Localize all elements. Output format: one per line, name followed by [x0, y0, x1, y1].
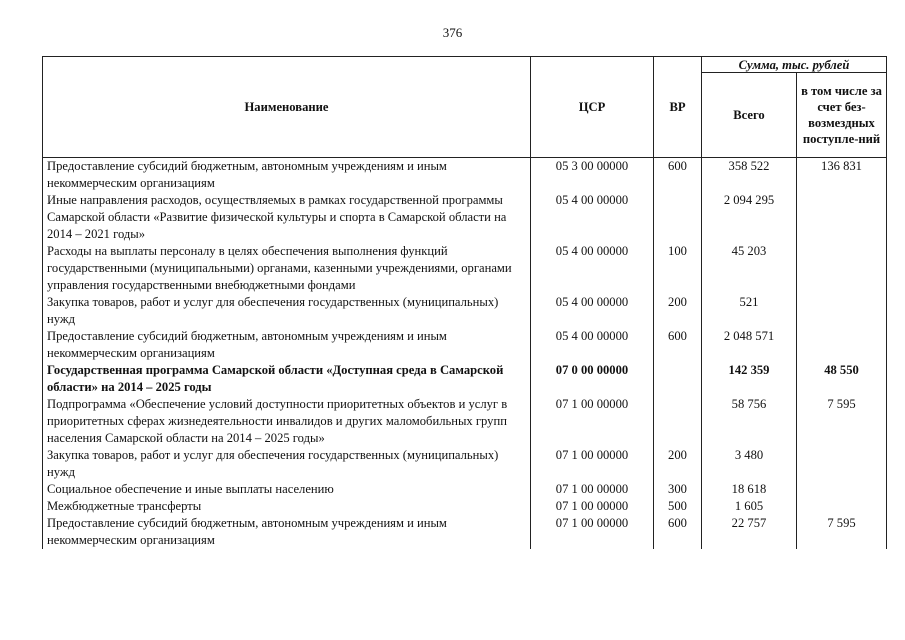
table-row: [43, 192, 887, 243]
cell-vr: [654, 362, 702, 396]
cell-total: 2 048 571: [702, 328, 797, 362]
cell-total: 18 618: [702, 481, 797, 498]
cell-total: 22 757: [702, 515, 797, 549]
table-body: [43, 158, 887, 550]
cell-free: [797, 243, 887, 294]
cell-name: Подпрограмма «Обеспечение условий доступности приоритетных объектов и услуг в приоритетных сферах жизнедеятельности инвалидов и других маломобильных групп населения Самарской области на 2014 – 2025 годы»: [43, 396, 531, 447]
cell-name: Предоставление субсидий бюджетным, автономным учреждениям и иным некоммерческим организациям: [43, 515, 531, 549]
table-row: [43, 515, 887, 549]
cell-name: Иные направления расходов, осуществляемых в рамках государственной программы Самарской области «Развитие физической культуры и спорта в Самарской области на 2014 – 2021 годы»: [43, 192, 531, 243]
table-row: [43, 243, 887, 294]
cell-csr: 07 1 00 00000: [531, 481, 654, 498]
cell-csr: 05 4 00 00000: [531, 294, 654, 328]
cell-free: [797, 447, 887, 481]
cell-name: Государственная программа Самарской области «Доступная среда в Самарской области» на 2014 – 2025 годы: [43, 362, 531, 396]
cell-csr: 07 1 00 00000: [531, 515, 654, 549]
cell-name: Закупка товаров, работ и услуг для обеспечения государственных (муниципальных) нужд: [43, 447, 531, 481]
cell-name: Закупка товаров, работ и услуг для обеспечения государственных (муниципальных) нужд: [43, 294, 531, 328]
cell-free: 136 831: [797, 158, 887, 193]
cell-name: Предоставление субсидий бюджетным, автономным учреждениям и иным некоммерческим организациям: [43, 158, 531, 193]
table-row: [43, 498, 887, 515]
cell-csr: 07 1 00 00000: [531, 498, 654, 515]
cell-csr: 05 4 00 00000: [531, 192, 654, 243]
cell-name: Расходы на выплаты персоналу в целях обеспечения выполнения функций государственными (муниципальными) органами, казенными учреждениями, органами управления государственными внебюджетными фондами: [43, 243, 531, 294]
table-row: [43, 294, 887, 328]
cell-csr: 07 1 00 00000: [531, 396, 654, 447]
cell-vr: 100: [654, 243, 702, 294]
cell-csr: 07 1 00 00000: [531, 447, 654, 481]
cell-total: 45 203: [702, 243, 797, 294]
header-total: Всего: [702, 73, 797, 158]
table-row: [43, 328, 887, 362]
cell-csr: 07 0 00 00000: [531, 362, 654, 396]
cell-free: [797, 192, 887, 243]
cell-total: 58 756: [702, 396, 797, 447]
cell-csr: 05 3 00 00000: [531, 158, 654, 193]
table-header: [43, 57, 887, 158]
cell-vr: 600: [654, 328, 702, 362]
cell-name: Межбюджетные трансферты: [43, 498, 531, 515]
table-row: [43, 362, 887, 396]
cell-total: 2 094 295: [702, 192, 797, 243]
budget-table: [42, 56, 887, 549]
table-row: [43, 158, 887, 193]
cell-total: 142 359: [702, 362, 797, 396]
cell-csr: 05 4 00 00000: [531, 328, 654, 362]
table-row: [43, 447, 887, 481]
cell-total: 358 522: [702, 158, 797, 193]
cell-total: 1 605: [702, 498, 797, 515]
cell-free: 48 550: [797, 362, 887, 396]
cell-vr: 200: [654, 294, 702, 328]
header-sum: Сумма, тыс. рублей: [702, 57, 887, 73]
cell-free: [797, 328, 887, 362]
cell-name: Социальное обеспечение и иные выплаты населению: [43, 481, 531, 498]
table-row: [43, 481, 887, 498]
cell-free: [797, 294, 887, 328]
cell-vr: 500: [654, 498, 702, 515]
header-csr: ЦСР: [531, 57, 654, 158]
cell-vr: 300: [654, 481, 702, 498]
cell-free: [797, 481, 887, 498]
cell-total: 3 480: [702, 447, 797, 481]
cell-free: 7 595: [797, 396, 887, 447]
page-number: 376: [442, 25, 463, 40]
header-vr: ВР: [654, 57, 702, 158]
cell-vr: 600: [654, 515, 702, 549]
cell-free: 7 595: [797, 515, 887, 549]
cell-vr: 200: [654, 447, 702, 481]
cell-vr: [654, 396, 702, 447]
cell-name: Предоставление субсидий бюджетным, автономным учреждениям и иным некоммерческим организациям: [43, 328, 531, 362]
table-row: [43, 396, 887, 447]
cell-free: [797, 498, 887, 515]
cell-vr: 600: [654, 158, 702, 193]
header-free-receipts: в том числе за счет без-возмездных поступле-ний: [797, 73, 887, 158]
cell-csr: 05 4 00 00000: [531, 243, 654, 294]
cell-total: 521: [702, 294, 797, 328]
header-name: Наименование: [43, 57, 531, 158]
cell-vr: [654, 192, 702, 243]
